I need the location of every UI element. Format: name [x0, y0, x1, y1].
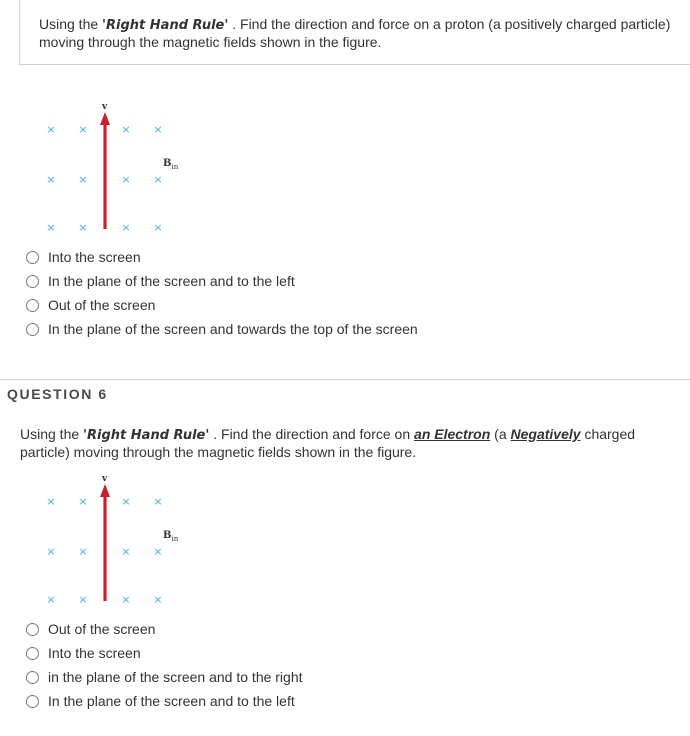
option-label: In the plane of the screen and to the left: [48, 693, 295, 709]
radio-button[interactable]: [26, 251, 39, 264]
velocity-arrow-head: [100, 484, 110, 497]
field-marker: ×: [153, 221, 163, 234]
field-marker: ×: [121, 173, 131, 186]
answer-option[interactable]: [26, 293, 418, 317]
option-label: Into the screen: [48, 645, 141, 661]
radio-button[interactable]: [26, 623, 39, 636]
field-label: $B_{in}$: [163, 530, 179, 543]
field-marker: ×: [78, 545, 88, 558]
option-label: In the plane of the screen and towards the top of the screen: [48, 321, 418, 337]
velocity-arrow-head: [100, 112, 110, 125]
option-label: Into the screen: [48, 249, 141, 265]
field-marker: ×: [121, 123, 131, 136]
answer-option[interactable]: [26, 317, 418, 341]
radio-button[interactable]: [26, 647, 39, 660]
answer-option[interactable]: [26, 689, 303, 713]
radio-button[interactable]: [26, 695, 39, 708]
field-marker: ×: [153, 593, 163, 606]
rule-name: 'Right Hand Rule': [102, 18, 229, 33]
field-marker: ×: [121, 593, 131, 606]
field-marker: ×: [121, 495, 131, 508]
option-label: Out of the screen: [48, 297, 156, 313]
field-marker: ×: [46, 221, 56, 234]
field-marker: ×: [153, 123, 163, 136]
question-5-figure: [36, 98, 186, 238]
field-marker: ×: [78, 173, 88, 186]
radio-button[interactable]: [26, 275, 39, 288]
rule-name: 'Right Hand Rule': [83, 428, 210, 443]
prompt-text: . Find the direction and force on: [209, 426, 415, 442]
answer-option[interactable]: [26, 617, 303, 641]
prompt-text: (a: [490, 426, 511, 442]
field-marker: ×: [78, 593, 88, 606]
field-marker: ×: [46, 593, 56, 606]
field-marker: ×: [153, 173, 163, 186]
question-6-figure: [36, 470, 186, 610]
prompt-text: charged particle) moving through the magnetic fields shown in the figure.: [20, 426, 636, 460]
radio-button[interactable]: [26, 671, 39, 684]
answer-option[interactable]: [26, 245, 418, 269]
velocity-label: v: [102, 474, 108, 484]
field-marker: ×: [46, 173, 56, 186]
option-label: In the plane of the screen and to the left: [48, 273, 295, 289]
field-marker: ×: [78, 221, 88, 234]
question-divider: [0, 379, 690, 380]
question-6-heading: QUESTION 6: [7, 386, 108, 402]
emphasis-electron: an Electron: [414, 426, 491, 442]
answer-option[interactable]: [26, 665, 303, 689]
prompt-text: Using the: [20, 426, 84, 442]
answer-option[interactable]: [26, 269, 418, 293]
emphasis-negatively: Negatively: [510, 426, 581, 442]
field-marker: ×: [46, 495, 56, 508]
velocity-label: v: [102, 102, 108, 112]
prompt-text: Using the: [39, 16, 103, 32]
field-marker: ×: [121, 221, 131, 234]
question-6-options: [26, 617, 303, 713]
question-5-options: [26, 245, 418, 341]
option-label: in the plane of the screen and to the right: [48, 669, 303, 685]
field-marker: ×: [78, 495, 88, 508]
field-marker: ×: [78, 123, 88, 136]
question-6-prompt: [20, 426, 685, 461]
field-marker: ×: [46, 545, 56, 558]
prompt-text: . Find the direction and force on a proton (a positively charged particle) moving through the magnetic fields shown in the figure.: [39, 16, 671, 50]
radio-button[interactable]: [26, 299, 39, 312]
field-label: $B_{in}$: [163, 158, 179, 171]
answer-option[interactable]: [26, 641, 303, 665]
field-marker: ×: [153, 545, 163, 558]
option-label: Out of the screen: [48, 621, 156, 637]
question-5-prompt: [39, 16, 679, 51]
field-marker: ×: [46, 123, 56, 136]
field-marker: ×: [153, 495, 163, 508]
field-marker: ×: [121, 545, 131, 558]
radio-button[interactable]: [26, 323, 39, 336]
